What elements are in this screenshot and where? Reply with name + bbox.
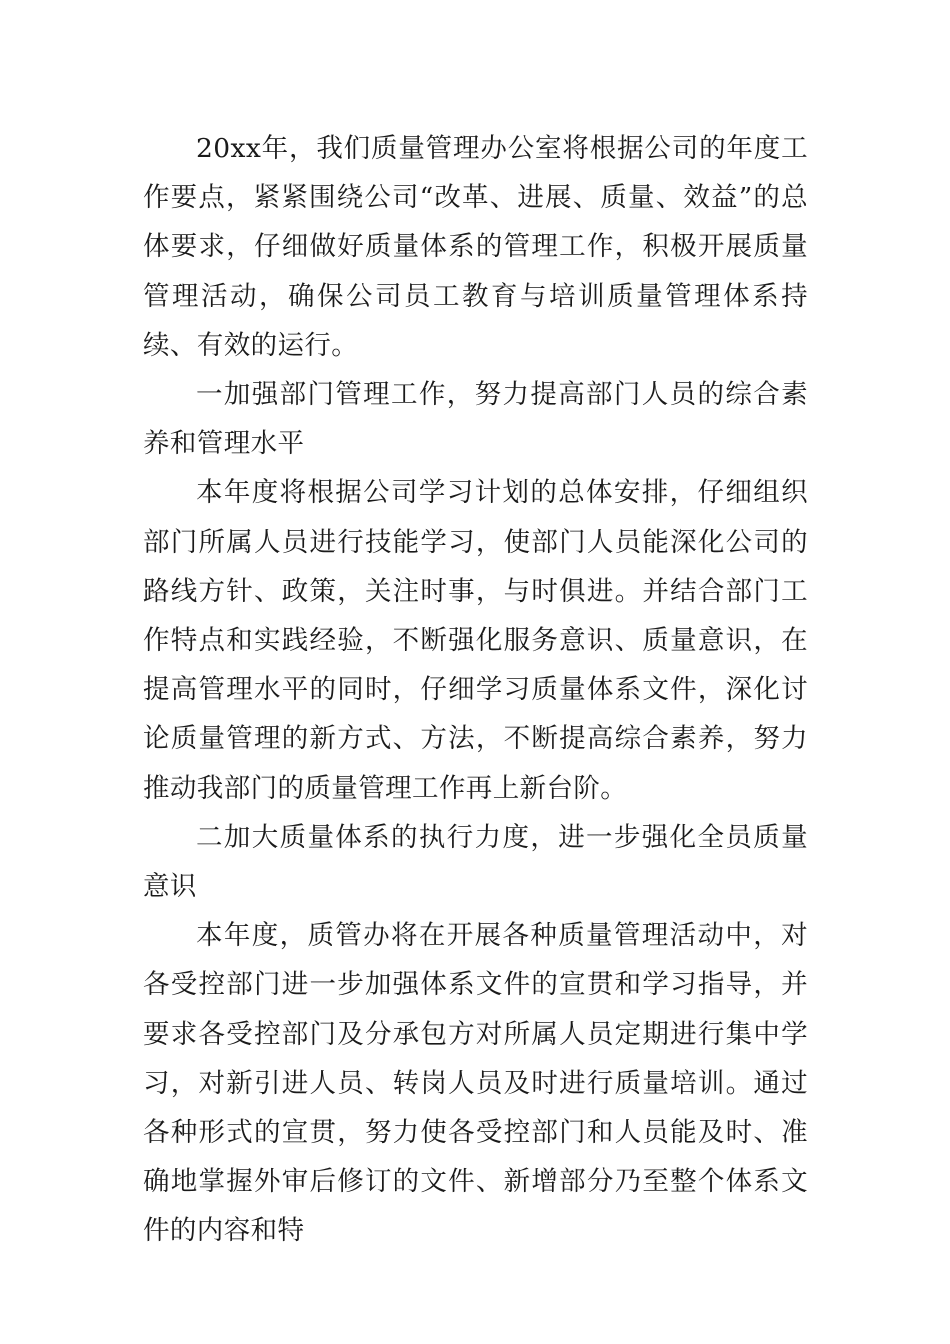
section-paragraph-2: 本年度，质管办将在开展各种质量管理活动中，对各受控部门进一步加强体系文件的宣贯和学习指导，并要求各受控部门及分承包方对所属人员定期进行集中学习，对新引进人员、转岗人员及时进行质量培训。通过各种形式的宣贯，努力使各受控部门和人员能及时、准确地掌握外审后修订的文件、新增部分乃至整个体系文件的内容和特 bbox=[143, 920, 808, 1247]
section-paragraph-1: 本年度将根据公司学习计划的总体安排，仔细组织部门所属人员进行技能学习，使部门人员能深化公司的路线方针、政策，关注时事，与时俱进。并结合部门工作特点和实践经验，不断强化服务意识、质量意识，在提高管理水平的同时，仔细学习质量体系文件，深化讨论质量管理的新方式、方法，不断提高综合素养，努力推动我部门的质量管理工作再上新台阶。 bbox=[143, 477, 808, 804]
section-heading-1: 一加强部门管理工作，努力提高部门人员的综合素养和管理水平 bbox=[143, 379, 808, 460]
document-body bbox=[143, 124, 808, 1256]
intro-paragraph: 20xx年，我们质量管理办公室将根据公司的年度工作要点，紧紧围绕公司“改革、进展、质量、效益”的总体要求，仔细做好质量体系的管理工作，积极开展质量管理活动，确保公司员工教育与培训质量管理体系持续、有效的运行。 bbox=[143, 133, 808, 361]
section-heading-2: 二加大质量体系的执行力度，进一步强化全员质量意识 bbox=[143, 821, 808, 903]
